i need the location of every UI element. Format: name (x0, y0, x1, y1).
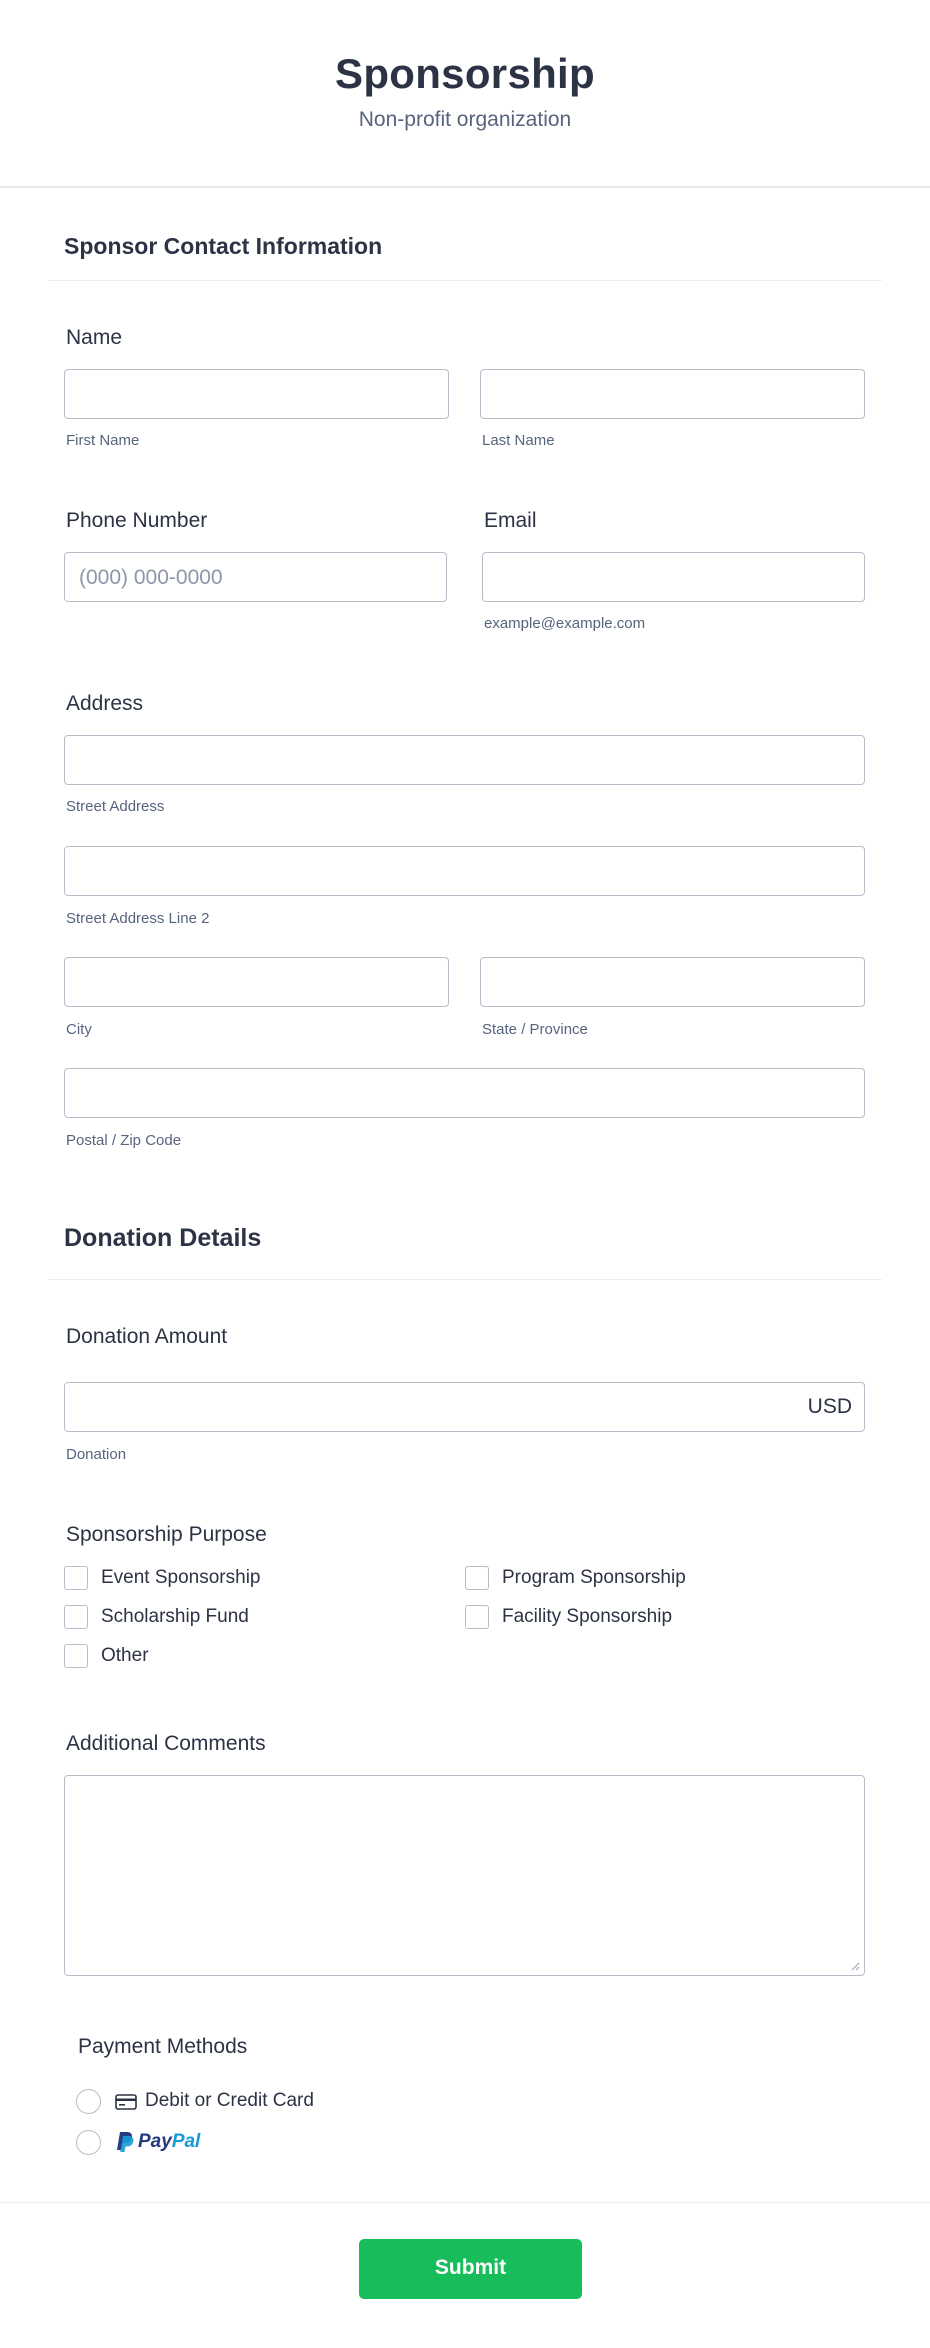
paypal-payment-radio[interactable] (76, 2130, 101, 2155)
last-name-input[interactable] (480, 369, 865, 419)
donation-section-divider (48, 1279, 882, 1280)
scholarship-fund-label[interactable]: Scholarship Fund (101, 1606, 249, 1627)
contact-section-title: Sponsor Contact Information (64, 233, 383, 259)
email-label: Email (484, 509, 537, 532)
phone-label: Phone Number (66, 509, 208, 532)
currency-label: USD (807, 1395, 852, 1418)
contact-section-divider (48, 280, 882, 281)
form-title: Sponsorship (335, 50, 595, 97)
state-input[interactable] (480, 957, 865, 1007)
payment-methods-label: Payment Methods (78, 2035, 248, 2058)
state-sublabel: State / Province (482, 1021, 588, 1038)
facility-sponsorship-checkbox[interactable] (465, 1605, 489, 1629)
form-subtitle: Non-profit organization (358, 108, 572, 131)
event-sponsorship-checkbox[interactable] (64, 1566, 88, 1590)
resize-handle-icon[interactable] (850, 1961, 860, 1971)
additional-comments-textarea[interactable] (64, 1775, 865, 1976)
sponsorship-purpose-label: Sponsorship Purpose (66, 1523, 267, 1546)
header-divider (0, 186, 930, 188)
program-sponsorship-label[interactable]: Program Sponsorship (502, 1567, 686, 1588)
card-payment-radio[interactable] (76, 2089, 101, 2114)
street-address-input[interactable] (64, 735, 865, 785)
event-sponsorship-label[interactable]: Event Sponsorship (101, 1567, 261, 1588)
donation-sublabel: Donation (66, 1446, 127, 1463)
additional-comments-label: Additional Comments (66, 1732, 266, 1755)
facility-sponsorship-label[interactable]: Facility Sponsorship (502, 1606, 673, 1627)
address-label: Address (66, 692, 144, 715)
footer-divider (0, 2202, 930, 2203)
donation-section-title: Donation Details (64, 1224, 262, 1252)
other-label[interactable]: Other (101, 1645, 149, 1666)
paypal-logo[interactable] (115, 2131, 200, 2153)
submit-button[interactable]: Submit (359, 2239, 582, 2299)
first-name-input[interactable] (64, 369, 449, 419)
paypal-pay-text: Pay (138, 2131, 172, 2152)
credit-card-icon (115, 2094, 137, 2110)
zip-sublabel: Postal / Zip Code (66, 1132, 182, 1149)
paypal-pal-text: Pal (171, 2131, 201, 2152)
street-address-line2-sublabel: Street Address Line 2 (66, 910, 210, 927)
donation-amount-label: Donation Amount (66, 1325, 228, 1348)
phone-input[interactable] (64, 552, 447, 602)
card-payment-label[interactable]: Debit or Credit Card (145, 2090, 314, 2111)
scholarship-fund-checkbox[interactable] (64, 1605, 88, 1629)
paypal-icon (115, 2131, 135, 2153)
zip-input[interactable] (64, 1068, 865, 1118)
phone-placeholder: (000) 000-0000 (79, 566, 223, 589)
city-sublabel: City (66, 1021, 92, 1038)
last-name-sublabel: Last Name (482, 432, 555, 449)
program-sponsorship-checkbox[interactable] (465, 1566, 489, 1590)
other-checkbox[interactable] (64, 1644, 88, 1668)
name-label: Name (66, 326, 123, 349)
email-input[interactable] (482, 552, 865, 602)
street-address-line2-input[interactable] (64, 846, 865, 896)
donation-amount-input[interactable] (64, 1382, 865, 1432)
first-name-sublabel: First Name (66, 432, 140, 449)
city-input[interactable] (64, 957, 449, 1007)
street-address-sublabel: Street Address (66, 798, 165, 815)
email-sublabel: example@example.com (484, 615, 646, 632)
